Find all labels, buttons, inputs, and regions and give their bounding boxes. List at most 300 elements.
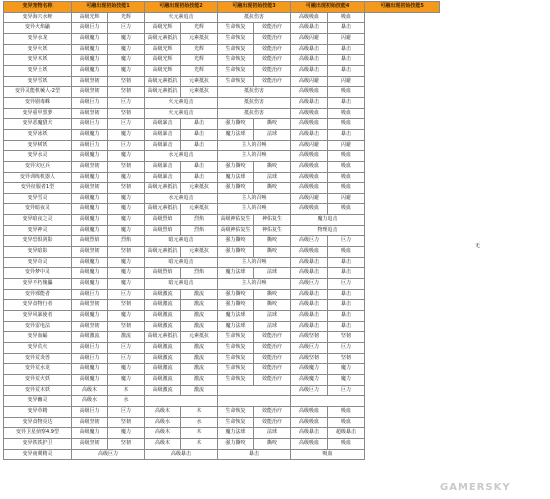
pet-name-cell: 变异灾厄兵 — [4, 161, 72, 172]
pet-name-cell: 变异重甲黑萝 — [4, 108, 72, 119]
skill-cell: 高级魔力 — [72, 193, 108, 204]
header-skill-3: 可融出现初始技能3 — [218, 2, 291, 13]
skill-cell: 高级元素抵抗 — [145, 33, 181, 44]
table-row — [4, 417, 440, 428]
skill-cell: 生命恢复 — [218, 55, 254, 66]
skill-cell: 坚韧 — [108, 321, 145, 332]
skill-cell: 高级吸血 — [291, 204, 328, 215]
skill-cell: 效能治疗 — [254, 374, 291, 385]
skill-cell: 光辉 — [181, 23, 218, 34]
skill-cell: 生命恢复 — [218, 44, 254, 55]
skill-cell: 高级暴击 — [291, 44, 328, 55]
skill-cell: 高级烈焰 — [145, 225, 181, 236]
skill-cell: 闪避 — [328, 76, 365, 87]
skill-cell: 高级魔力 — [72, 311, 108, 322]
skill-cell: 木 — [181, 438, 218, 449]
pet-name-cell: 变异水龙 — [4, 33, 72, 44]
skill-cell: 高级神佑复生 — [218, 215, 254, 226]
skill-cell: 巨力 — [108, 97, 145, 108]
skill-cell: 高级元素抵抗 — [145, 76, 181, 87]
table-row — [4, 428, 440, 439]
skill-cell: 光辉 — [181, 44, 218, 55]
skill-cell: 高级吸血 — [291, 161, 328, 172]
skill-cell: 暴击 — [328, 321, 365, 332]
skill-cell: 激流 — [181, 321, 218, 332]
skill-cell: 撕咬 — [254, 247, 291, 258]
skill-cell: 抵抗伤害 — [218, 87, 291, 98]
table-row — [4, 385, 440, 396]
pet-name-cell: 变异雪灵 — [4, 193, 72, 204]
skill-cell: 高级元素抵抗 — [145, 87, 181, 98]
pet-name-cell: 变异南翼精灵 — [4, 449, 72, 460]
skill-cell: 魔力 — [108, 428, 145, 439]
skill-cell: 魔力 — [108, 364, 145, 375]
skill-cell: 高级魔力 — [72, 55, 108, 66]
skill-cell: 高级神佑复生 — [218, 225, 254, 236]
skill-cell: 吸血 — [328, 87, 365, 98]
skill-cell: 元素抵抗 — [181, 183, 218, 194]
skill-cell: 巨力 — [328, 279, 365, 290]
skill-cell: 高级闪避 — [291, 193, 328, 204]
skill-cell: 魔力法球 — [218, 321, 254, 332]
skill-cell: 闪避 — [328, 33, 365, 44]
skill-cell: 暴击 — [218, 449, 291, 460]
skill-cell: 魔力 — [108, 151, 145, 162]
table-row — [4, 23, 440, 34]
skill-cell: 暴击 — [328, 97, 365, 108]
skill-cell: 高级巨力 — [72, 119, 108, 130]
skill-cell: 高级元素抵抗 — [145, 183, 181, 194]
skill-cell: 高级魔力 — [72, 268, 108, 279]
skill-cell: 高级激流 — [72, 332, 108, 343]
skill-cell: 魔力 — [108, 279, 145, 290]
skill-cell: 高级暴击 — [291, 428, 328, 439]
skill-cell: 高级水 — [145, 417, 181, 428]
skill-cell: 高级暴击 — [145, 161, 181, 172]
skill-cell: 生命恢复 — [218, 33, 254, 44]
skill-cell: 撕咬 — [254, 161, 291, 172]
pet-name-cell: 变异荒水龙 — [4, 364, 72, 375]
skill-cell: 坚韧 — [108, 438, 145, 449]
table-row — [4, 140, 440, 151]
skill-cell: 魔力 — [108, 257, 145, 268]
skill-cell: 木 — [181, 428, 218, 439]
skill-cell: 高级暴击 — [291, 129, 328, 140]
skill-cell: 吸血 — [328, 151, 365, 162]
table-row — [4, 55, 440, 66]
skill-cell: 高级坚韧 — [72, 183, 108, 194]
skill-cell: 生命恢复 — [218, 353, 254, 364]
skill-cell: 强力撕咬 — [218, 161, 254, 172]
pet-skill-table — [3, 1, 440, 460]
skill-cell: 抵抗伤害 — [218, 108, 291, 119]
skill-cell: 高级吸血 — [291, 172, 328, 183]
table-row — [4, 65, 440, 76]
skill-cell: 魔力追击 — [291, 215, 365, 226]
skill-cell: 魔力 — [108, 44, 145, 55]
skill-cell: 高级暴击 — [145, 449, 218, 460]
skill-cell: 巨力 — [108, 23, 145, 34]
skill-cell: 撕咬 — [254, 438, 291, 449]
table-row — [4, 87, 440, 98]
skill-cell: 吸血 — [328, 247, 365, 258]
skill-cell: 巨力 — [328, 236, 365, 247]
table-row — [4, 279, 440, 290]
skill-cell: 效能治疗 — [254, 33, 291, 44]
skill-cell: 水 — [108, 396, 145, 407]
skill-cell: 火元素追击 — [145, 97, 218, 108]
skill-cell: 高级暴击 — [145, 172, 181, 183]
skill-cell: 强力撕咬 — [218, 236, 254, 247]
pet-name-cell: 变异梦中灵 — [4, 268, 72, 279]
pet-name-cell: 变异神灵 — [4, 225, 72, 236]
skill-cell: 高级光辉 — [145, 65, 181, 76]
skill-cell: 暗元素追击 — [145, 279, 218, 290]
pet-name-cell: 变异剧毒蛛 — [4, 97, 72, 108]
skill-cell — [218, 396, 291, 407]
skill-cell: 效能治疗 — [254, 55, 291, 66]
skill-cell: 暴击 — [181, 161, 218, 172]
header-skill-1: 可融出现初始技能1 — [72, 2, 145, 13]
skill-cell: 生命恢复 — [218, 374, 254, 385]
skill-cell: 坚韧 — [108, 417, 145, 428]
skill-cell: 吸血 — [328, 438, 365, 449]
skill-cell: 水元素追击 — [145, 151, 218, 162]
skill-cell: 暴击 — [328, 44, 365, 55]
skill-cell: 吸血 — [328, 161, 365, 172]
skill-cell: 暴击 — [181, 172, 218, 183]
skill-cell: 高级魔力 — [72, 257, 108, 268]
pet-name-cell: 变异卫星侦察4.9型 — [4, 428, 72, 439]
table-row — [4, 289, 440, 300]
skill-cell: 激流 — [181, 343, 218, 354]
skill-cell: 高级巨力 — [72, 289, 108, 300]
table-row — [4, 374, 440, 385]
header-row — [4, 2, 440, 13]
skill-cell: 高级魔力 — [291, 364, 328, 375]
skill-cell: 高级坚韧 — [72, 76, 108, 87]
skill-cell: 魔力 — [108, 311, 145, 322]
skill-cell: 坚韧 — [328, 332, 365, 343]
skill-cell: 魔力法球 — [218, 129, 254, 140]
pet-name-cell: 变异草精 — [4, 406, 72, 417]
pet-name-cell: 变异雷电法 — [4, 321, 72, 332]
skill-cell: 魔力法球 — [218, 428, 254, 439]
skill-cell: 生命恢复 — [218, 332, 254, 343]
skill-cell: 高级元素抵抗 — [145, 332, 181, 343]
skill-cell: 撕咬 — [254, 300, 291, 311]
skill-cell: 暴击 — [328, 300, 365, 311]
pet-name-cell: 变异恶魔猎犬 — [4, 119, 72, 130]
skill-cell: 魔力 — [108, 55, 145, 66]
skill-cell: 吸血 — [328, 204, 365, 215]
skill-cell: 高级闪避 — [291, 140, 328, 151]
skill-cell: 高级木 — [72, 385, 108, 396]
pet-name-cell: 变异水灵 — [4, 151, 72, 162]
pet-name-cell: 变异食物行者 — [4, 300, 72, 311]
header-skill-5: 可融出现初始技能5 — [365, 2, 440, 13]
skill-cell: 魔力 — [108, 65, 145, 76]
skill-cell: 法球 — [254, 311, 291, 322]
skill-cell: 高级坚韧 — [291, 332, 328, 343]
skill-cell: 高级魔力 — [72, 172, 108, 183]
table-row — [4, 129, 440, 140]
skill-cell: 水元素追击 — [145, 193, 218, 204]
skill-cell: 坚韧 — [108, 247, 145, 258]
skill-cell: 暴击 — [328, 23, 365, 34]
pet-name-cell: 变异暗夜灵 — [4, 204, 72, 215]
skill-cell: 吸血 — [328, 172, 365, 183]
table-row — [4, 311, 440, 322]
skill-cell: 高级坚韧 — [72, 108, 108, 119]
skill-cell: 魔力 — [108, 215, 145, 226]
skill-cell: 激流 — [181, 300, 218, 311]
skill-cell: 激流 — [181, 289, 218, 300]
skill-cell: 高级激流 — [145, 300, 181, 311]
skill-cell: 高级暴击 — [145, 140, 181, 151]
pet-name-cell: 变异奇灵 — [4, 257, 72, 268]
skill-cell: 高级激流 — [145, 353, 181, 364]
skill-cell: 激流 — [181, 353, 218, 364]
skill-cell: 坚韧 — [108, 76, 145, 87]
skill-cell: 火元素追击 — [145, 108, 218, 119]
skill-cell: 高级暴击 — [291, 321, 328, 332]
table-row — [4, 247, 440, 258]
skill-cell: 高级吸血 — [291, 108, 328, 119]
skill-cell: 撕咬 — [254, 119, 291, 130]
skill-cell: 巨力 — [108, 406, 145, 417]
skill-cell: 吸血 — [328, 119, 365, 130]
table-row — [4, 268, 440, 279]
skill-cell: 激流 — [181, 374, 218, 385]
skill-cell: 高级木 — [145, 438, 181, 449]
skill-cell: 高级烈焰 — [145, 215, 181, 226]
pet-name-cell: 变异木妖 — [4, 55, 72, 66]
skill-cell: 撕咬 — [254, 183, 291, 194]
skill-cell: 高级巨力 — [72, 140, 108, 151]
header-skill-4: 可融出现初始技能4 — [291, 2, 365, 13]
skill-cell: 效能治疗 — [254, 417, 291, 428]
table-row — [4, 108, 440, 119]
skill-cell: 高级巨力 — [72, 406, 108, 417]
skill-cell: 高级坚韧 — [72, 438, 108, 449]
pet-name-cell: 变异不朽傀儡 — [4, 279, 72, 290]
skill-cell: 巨力 — [108, 353, 145, 364]
skill-cell: 高级魔力 — [72, 65, 108, 76]
skill-cell: 魔力 — [108, 225, 145, 236]
table-body — [4, 12, 440, 460]
skill-cell: 魔力 — [108, 33, 145, 44]
skill-cell: 高级吸血 — [291, 417, 328, 428]
skill-cell: 坚韧 — [108, 87, 145, 98]
skill-cell: 强力撕咬 — [218, 247, 254, 258]
skill-cell: 激流 — [181, 364, 218, 375]
skill-cell: 高级吸血 — [291, 438, 328, 449]
skill-cell: 高级光辉 — [145, 55, 181, 66]
watermark-logo — [440, 482, 511, 493]
skill-cell: 高级巨力 — [291, 385, 328, 396]
skill-cell: 高级吸血 — [291, 247, 328, 258]
pet-name-cell: 变异树妖 — [4, 140, 72, 151]
skill-cell: 巨力 — [108, 289, 145, 300]
skill-cell: 魔力 — [328, 374, 365, 385]
skill-cell: 高级元素抵抗 — [145, 204, 181, 215]
skill-cell: 高级暴击 — [291, 97, 328, 108]
table-row — [4, 44, 440, 55]
skill-cell: 魔力法球 — [218, 172, 254, 183]
pet-name-cell: 变异火妖 — [4, 44, 72, 55]
skill-cell: 高级暴击 — [291, 268, 328, 279]
skill-cell: 主人的召唤 — [218, 204, 291, 215]
skill-cell: 高级暴击 — [291, 311, 328, 322]
skill-cell: 高级魔力 — [72, 428, 108, 439]
skill-cell: 高级魔力 — [72, 215, 108, 226]
skill-cell: 高级激流 — [145, 364, 181, 375]
skill-cell: 效能治疗 — [254, 76, 291, 87]
skill-cell: 高级闪避 — [291, 76, 328, 87]
table-row — [4, 406, 440, 417]
table-row — [4, 33, 440, 44]
skill-cell: 暗元素追击 — [145, 257, 218, 268]
skill-cell: 暗元素追击 — [145, 236, 218, 247]
skill-cell: 高级闪避 — [291, 33, 328, 44]
skill-cell: 坚韧 — [108, 300, 145, 311]
skill-cell: 高级魔力 — [72, 204, 108, 215]
skill-cell: 高级激流 — [145, 343, 181, 354]
header-pet-name: 变异宠物名称 — [4, 2, 72, 13]
skill-cell: 高级坚韧 — [72, 321, 108, 332]
skill-cell: 主人的召唤 — [218, 151, 291, 162]
skill-cell: 主人的召唤 — [218, 193, 291, 204]
skill-cell: 高级吸血 — [291, 183, 328, 194]
skill-cell: 高级光辉 — [145, 44, 181, 55]
table-row — [4, 332, 440, 343]
skill-cell: 高级坚韧 — [72, 161, 108, 172]
skill-cell: 魔力 — [108, 374, 145, 385]
skill-cell: 主人的召唤 — [218, 279, 291, 290]
skill-cell: 高级巨力 — [291, 236, 328, 247]
skill-cell: 撕咬 — [254, 289, 291, 300]
skill-cell: 生命恢复 — [218, 65, 254, 76]
skill-cell: 法球 — [254, 321, 291, 332]
skill-cell: 高级魔力 — [72, 33, 108, 44]
skill-cell: 效能治疗 — [254, 353, 291, 364]
skill-cell: 暴击 — [328, 268, 365, 279]
skill-cell: 高级激流 — [145, 374, 181, 385]
skill-cell: 主人的召唤 — [218, 257, 291, 268]
skill-cell: 巨力 — [108, 343, 145, 354]
skill-cell: 高级魔力 — [72, 129, 108, 140]
skill-cell: 吸血 — [328, 12, 365, 23]
skill-cell: 高级巨力 — [291, 279, 328, 290]
skill-cell: 高级暴击 — [291, 289, 328, 300]
skill-cell: 高级木 — [145, 406, 181, 417]
table-row — [4, 438, 440, 449]
pet-name-cell: 变异征服者1型 — [4, 183, 72, 194]
skill-cell: 巨力 — [108, 140, 145, 151]
skill-cell: 高级坚韧 — [72, 247, 108, 258]
skill-cell: 吸血 — [328, 108, 365, 119]
skill-cell: 高级激流 — [145, 289, 181, 300]
skill-cell: 激流 — [108, 332, 145, 343]
skill-cell: 激流 — [181, 385, 218, 396]
skill-cell: 生命恢复 — [218, 417, 254, 428]
table-row — [4, 225, 440, 236]
skill-cell: 效能治疗 — [254, 23, 291, 34]
skill-cell: 烈焰 — [181, 225, 218, 236]
skill-cell: 强力撕咬 — [218, 119, 254, 130]
skill-cell: 高级魔力 — [72, 225, 108, 236]
table-row — [4, 172, 440, 183]
skill-cell: 暴击 — [328, 257, 365, 268]
skill-cell: 强力撕咬 — [218, 300, 254, 311]
skill-cell: 坚韧 — [108, 183, 145, 194]
skill-cell: 主人的召唤 — [218, 140, 291, 151]
skill-cell: 水 — [181, 417, 218, 428]
pet-name-cell: 变异邪能者 — [4, 289, 72, 300]
skill-cell — [291, 396, 365, 407]
pet-name-cell: 变异恐惧剑影 — [4, 236, 72, 247]
table-row — [4, 449, 440, 460]
skill-cell: 高级魔力 — [291, 374, 328, 385]
skill-cell: 高级巨力 — [72, 97, 108, 108]
skill-cell: 高级暴击 — [291, 300, 328, 311]
skill-cell: 吸血 — [328, 406, 365, 417]
skill-cell: 神佑复生 — [254, 215, 291, 226]
skill-cell: 暴击 — [328, 129, 365, 140]
skill-cell: 高级烈焰 — [145, 268, 181, 279]
skill-cell: 坚韧 — [108, 108, 145, 119]
skill-cell: 高级魔力 — [72, 374, 108, 385]
skill-cell: 高级坚韧 — [72, 300, 108, 311]
skill-cell: 强力撕咬 — [218, 438, 254, 449]
skill-cell: 效能治疗 — [254, 364, 291, 375]
skill-cell: 暴击 — [328, 289, 365, 300]
skill-cell: 烈焰 — [181, 215, 218, 226]
pet-name-cell: 变异火焰鼬 — [4, 23, 72, 34]
skill-cell: 元素抵抗 — [181, 204, 218, 215]
skill-cell: 高级坚韧 — [72, 87, 108, 98]
skill-cell: 生命恢复 — [218, 406, 254, 417]
pet-name-cell: 变异暗夜之灵 — [4, 215, 72, 226]
skill-cell: 高级魔力 — [72, 44, 108, 55]
skill-cell: 高级暴击 — [291, 65, 328, 76]
skill-cell: 高级木 — [145, 428, 181, 439]
skill-cell: 效能治疗 — [254, 332, 291, 343]
skill-cell: 魔力 — [328, 364, 365, 375]
skill-cell: 高级光辉 — [72, 12, 108, 23]
skill-cell: 高级暴击 — [145, 119, 181, 130]
skill-cell: 效能治疗 — [254, 65, 291, 76]
skill-cell: 高级吸血 — [291, 406, 328, 417]
skill-cell: 烈焰 — [181, 268, 218, 279]
pet-name-cell: 变异海穴水蛭 — [4, 12, 72, 23]
skill-cell: 魔力法球 — [218, 311, 254, 322]
pet-name-cell: 变异铁铁护卫 — [4, 438, 72, 449]
skill-cell: 光辉 — [181, 65, 218, 76]
skill-cell: 高级吸血 — [291, 12, 328, 23]
skill-cell: 高级暴击 — [145, 129, 181, 140]
table-row — [4, 151, 440, 162]
skill-cell: 抵抗伤害 — [218, 97, 291, 108]
skill-cell: 物理追击 — [291, 225, 365, 236]
skill-cell: 法球 — [254, 428, 291, 439]
skill-cell: 法球 — [254, 172, 291, 183]
skill-cell: 吸血 — [328, 417, 365, 428]
skill-cell: 暴击 — [181, 140, 218, 151]
skill-cell: 吸血 — [291, 449, 365, 460]
skill-cell: 元素抵抗 — [181, 87, 218, 98]
